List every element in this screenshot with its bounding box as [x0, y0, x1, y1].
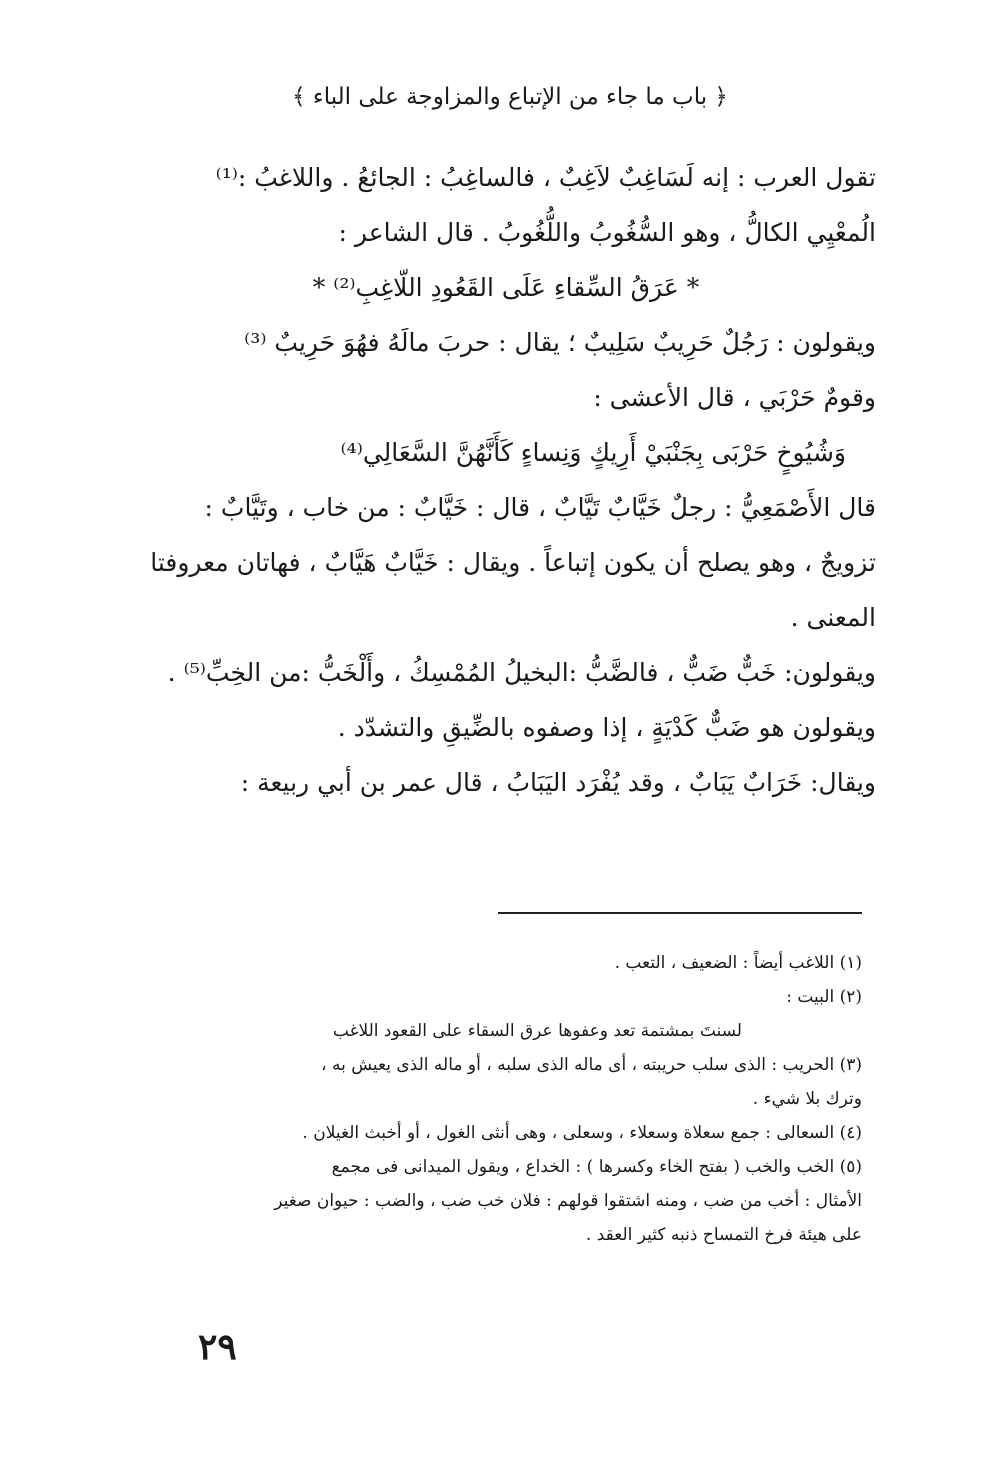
text-line: ويقال: خَرَابٌ يَبَابٌ ، وقد يُفْرَد اليَبَابُ ، قال عمر بن أبي ربيعة :	[240, 768, 876, 797]
footnote-line: وترك بلا شيء .	[752, 1089, 862, 1109]
footnote-line: (٣) الحريب : الذى سلب حريبته ، أى ماله الذى سلبه ، أو ماله الذى يعيش به ،	[321, 1055, 862, 1075]
footnote-line: (٤) السعالى : جمع سعلاة وسعلاء ، وسعلى ، وهى أنثى الغول ، أو أخبث الغيلان .	[302, 1123, 862, 1143]
text-line: تزويجٌ ، وهو يصلح أن يكون إتباعاً . ويقال : خَيَّابٌ هَيَّابٌ ، فهاتان معروفتا	[150, 548, 876, 577]
footnote-line: الأمثال : أخب من ضب ، ومنه اشتقوا قولهم : فلان خب ضب ، والضب : حيوان صغير	[274, 1191, 862, 1211]
footnote-line: (١) اللاغب أيضاً : الضعيف ، التعب .	[614, 953, 862, 973]
text-line: المعنى .	[790, 603, 876, 632]
chapter-title: ﴿ باب ما جاء من الإتباع والمزاوجة على الباء ﴾	[292, 84, 728, 110]
verse-line: * عَرَقُ السِّقاءِ عَلَى القَعُودِ اللّاغِبِ⁽²⁾ *	[312, 273, 700, 302]
text-line: ويقولون : رَجُلٌ حَرِيبٌ سَلِيبٌ ؛ يقال : حربَ مالَهُ فهُوَ حَرِيبٌ ⁽³⁾	[244, 328, 876, 357]
text-line: ويقولون هو ضَبٌّ كَدْيَةٍ ، إذا وصفوه بالضِّيقِ والتشدّد .	[337, 713, 876, 742]
text-line: تقول العرب : إنه لَسَاغِبٌ لاَغِبٌ ، فالساغِبُ : الجائعُ . واللاغبُ :⁽¹⁾	[215, 163, 876, 192]
page-number: ٢٩	[198, 1326, 237, 1368]
main-text	[136, 150, 876, 810]
footnote-line: (٥) الخب والخب ( بفتح الخاء وكسرها ) : الخداع ، ويقول الميدانى فى مجمع	[331, 1157, 862, 1177]
verse-line: وَشُيُوخٍ حَرْبَى بِجَنْبَيْ أَرِيكٍ وَنِساءٍ كَأَنَّهُنَّ السَّعَالِي⁽⁴⁾	[340, 438, 846, 467]
footnote-divider	[498, 912, 862, 914]
footnote-line: (٢) البيت :	[786, 987, 862, 1007]
footnote-verse: لسنتَ بمشتمة تعد وعفوها عرق السقاء على القعود اللاغب	[332, 1021, 742, 1041]
footnote-line: على هيئة فرخ التمساح ذنبه كثير العقد .	[585, 1225, 862, 1245]
text-line: الُمعْيِي الكالُّ ، وهو السُّغُوبُ واللُّغُوبُ . قال الشاعر :	[338, 218, 876, 247]
text-line: ويقولون: خَبٌّ ضَبٌّ ، فالضَّبُّ :البخيلُ المُمْسِكُ ، وأَلْخَبُّ :من الخِبِّ⁽⁵⁾ .	[167, 658, 876, 687]
text-line: قال الأَصْمَعِيُّ : رجلٌ خَيَّابٌ تَيَّابٌ ، قال : خَيَّابٌ : من خاب ، وتَيَّابٌ :	[204, 493, 876, 522]
footnotes	[132, 946, 862, 1252]
text-line: وقومٌ حَرْبَي ، قال الأعشى :	[593, 383, 876, 412]
